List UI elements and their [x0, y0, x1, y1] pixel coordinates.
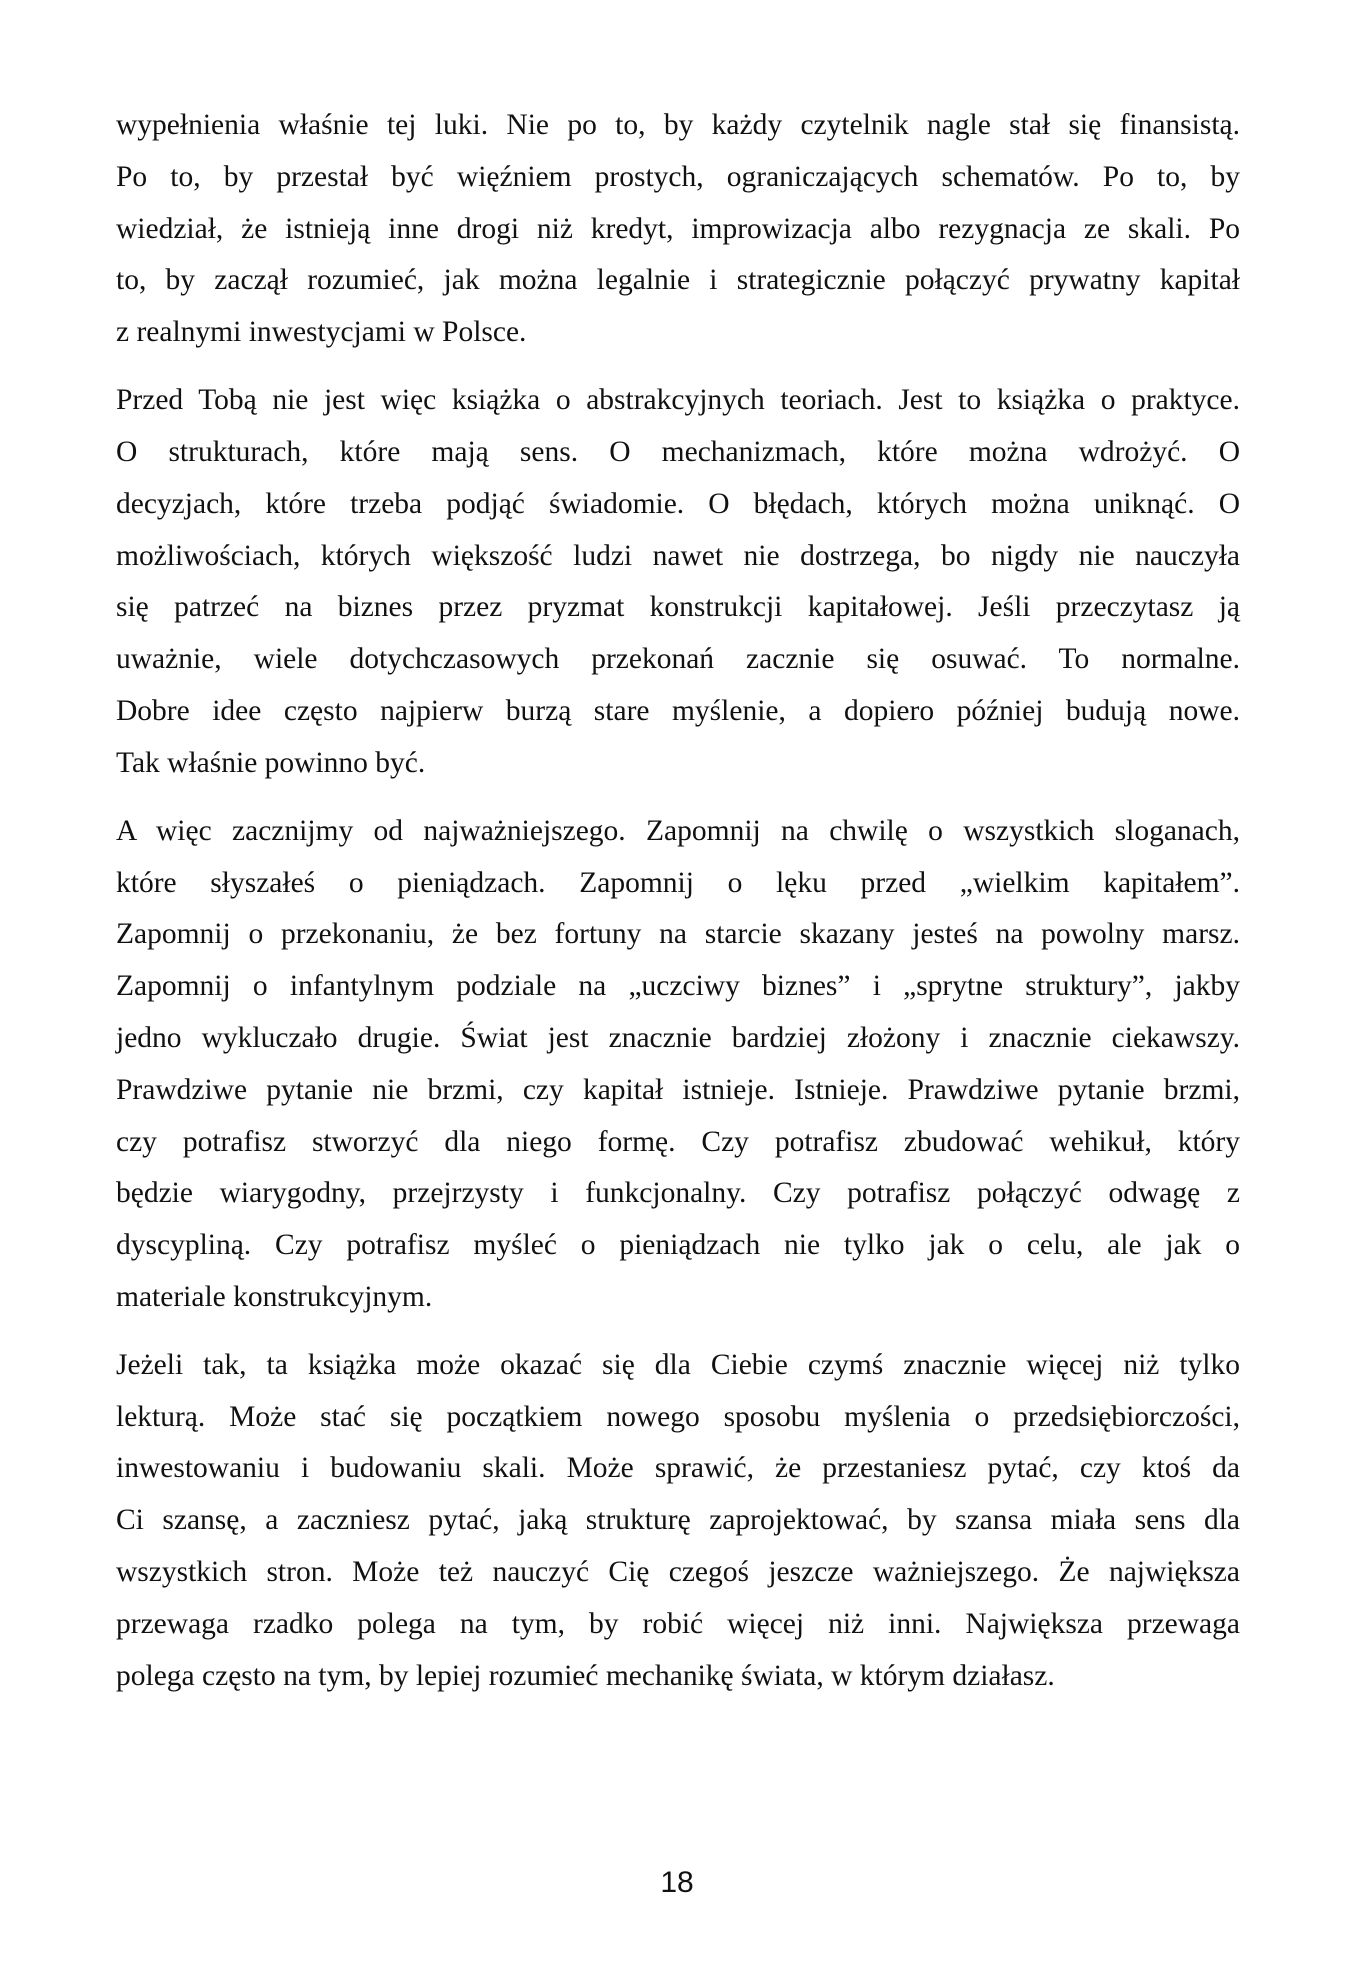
text-line: uważnie, wiele dotychczasowych przekonań zacznie się osuwać. To normalne. [116, 643, 1240, 676]
paragraph-1 [116, 100, 1240, 359]
text-line: Po to, by przestał być więźniem prostych, ograniczających schematów. Po to, by [116, 160, 1240, 193]
text-line: wypełnienia właśnie tej luki. Nie po to, by każdy czytelnik nagle stał się finansistą. [116, 109, 1240, 141]
text-line: będzie wiarygodny, przejrzysty i funkcjonalny. Czy potrafisz połączyć odwagę z [116, 1177, 1240, 1210]
text-line: Jeżeli tak, ta książka może okazać się dla Ciebie czymś znacznie więcej niż tylko [116, 1348, 1240, 1381]
body-text [116, 100, 1240, 1719]
text-line: Zapomnij o infantylnym podziale na „uczciwy biznes” i „sprytne struktury”, jakby [116, 970, 1240, 1003]
text-line: które słyszałeś o pieniądzach. Zapomnij o lęku przed „wielkim kapitałem”. [116, 866, 1240, 899]
text-line: Ci szansę, a zaczniesz pytać, jaką strukturę zaprojektować, by szansa miała sens dla [116, 1504, 1240, 1537]
paragraph-2 [116, 375, 1240, 789]
text-line: inwestowaniu i budowaniu skali. Może sprawić, że przestaniesz pytać, czy ktoś da [116, 1452, 1240, 1485]
text-line: możliwościach, których większość ludzi nawet nie dostrzega, bo nigdy nie nauczyła [116, 539, 1240, 572]
text-line: to, by zaczął rozumieć, jak można legalnie i strategicznie połączyć prywatny kapitał [116, 264, 1240, 297]
text-line: Prawdziwe pytanie nie brzmi, czy kapitał istnieje. Istnieje. Prawdziwe pytanie brzmi, [116, 1073, 1240, 1106]
paragraph-4 [116, 1340, 1240, 1703]
text-line: się patrzeć na biznes przez pryzmat konstrukcji kapitałowej. Jeśli przeczytasz ją [116, 591, 1240, 624]
text-line: Przed Tobą nie jest więc książka o abstrakcyjnych teoriach. Jest to książka o praktyce. [116, 384, 1240, 417]
text-line: dyscypliną. Czy potrafisz myśleć o pieniądzach nie tylko jak o celu, ale jak o [116, 1229, 1240, 1262]
text-line: A więc zacznijmy od najważniejszego. Zapomnij na chwilę o wszystkich sloganach, [116, 814, 1240, 847]
text-line: z realnymi inwestycjami w Polsce. [116, 316, 527, 349]
text-line: Tak właśnie powinno być. [116, 746, 426, 779]
text-line: przewaga rzadko polega na tym, by robić więcej niż inni. Największa przewaga [116, 1607, 1240, 1640]
text-line: wszystkich stron. Może też nauczyć Cię czegoś jeszcze ważniejszego. Że największa [116, 1556, 1240, 1589]
paragraph-3 [116, 806, 1240, 1324]
text-line: wiedział, że istnieją inne drogi niż kredyt, improwizacja albo rezygnacja ze skali. Po [116, 212, 1240, 245]
text-line: czy potrafisz stworzyć dla niego formę. Czy potrafisz zbudować wehikuł, który [116, 1125, 1240, 1158]
text-line: O strukturach, które mają sens. O mechanizmach, które można wdrożyć. O [116, 435, 1240, 468]
text-line: lekturą. Może stać się początkiem nowego sposobu myślenia o przedsiębiorczości, [116, 1400, 1240, 1433]
text-line: decyzjach, które trzeba podjąć świadomie. O błędach, których można uniknąć. O [116, 487, 1240, 520]
text-line: Dobre idee często najpierw burzą stare myślenie, a dopiero później budują nowe. [116, 694, 1240, 727]
text-line: Zapomnij o przekonaniu, że bez fortuny na starcie skazany jesteś na powolny marsz. [116, 918, 1240, 951]
text-line: polega często na tym, by lepiej rozumieć mechanikę świata, w którym działasz. [116, 1659, 1055, 1692]
text-line: jedno wykluczało drugie. Świat jest znacznie bardziej złożony i znacznie ciekawszy. [116, 1021, 1240, 1054]
page-number: 18 [660, 1866, 694, 1899]
text-line: materiale konstrukcyjnym. [116, 1280, 433, 1313]
